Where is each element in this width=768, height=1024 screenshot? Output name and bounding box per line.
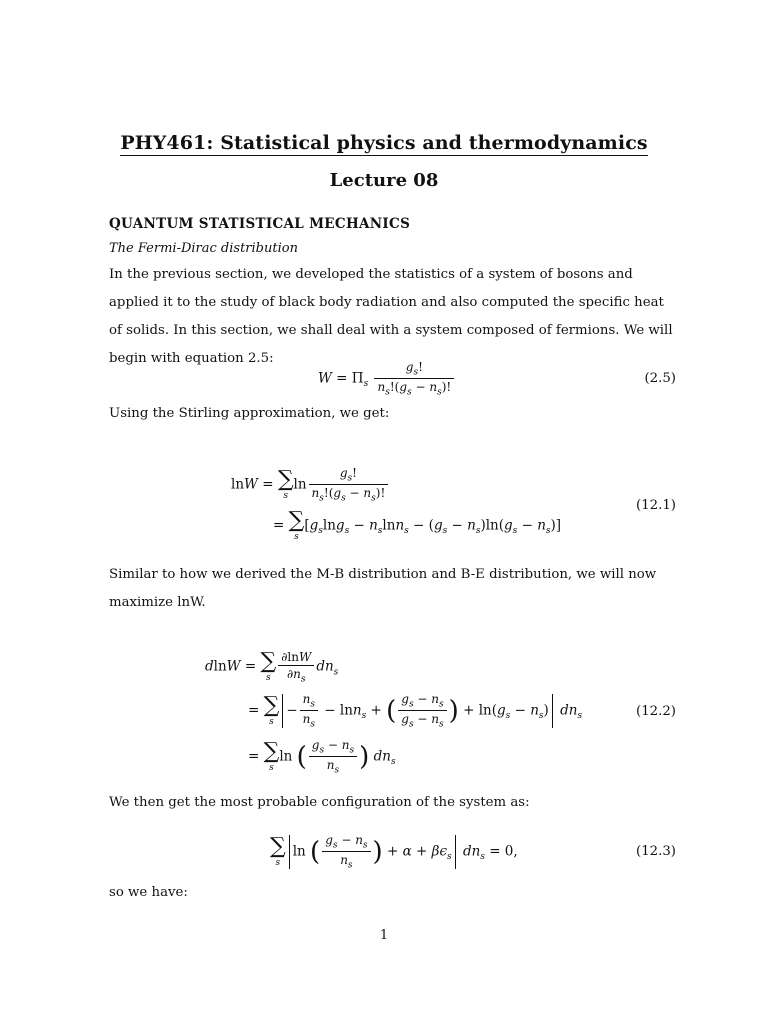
equation-12-2-line-1: dlnW = ∑ s $\frac{\partial\ln W}{\partial n_s}$ $dn_s$ <box>205 649 339 685</box>
config-paragraph: We then get the most probable configuration of the system as: <box>109 795 530 810</box>
equation-12-3: ∑ s ln ( $\frac{g_s - n_s}{n_s}$ ) + $\alpha + \beta\epsilon_s$ $dn_s = 0$, <box>270 833 518 871</box>
stirling-paragraph: Using the Stirling approximation, we get: <box>109 406 390 421</box>
equation-number-12-1: (12.1) <box>636 498 676 513</box>
section-heading: QUANTUM STATISTICAL MECHANICS <box>109 216 411 232</box>
page-number: 1 <box>379 928 389 943</box>
equation-12-1-line-1: lnW = ∑ s ln $\frac{g_s!}{n_s!(g_s - n_s)!}$ <box>231 466 390 504</box>
equation-number-2-5: (2.5) <box>644 371 676 386</box>
equation-12-1-line-2: = ∑ s $[g_s\ln g_s - n_s\ln n_s - (g_s - n_s)\ln(g_s - n_s)]$ <box>273 508 562 542</box>
paper-title: PHY461: Statistical physics and thermodynamics <box>120 132 648 154</box>
equation-number-12-3: (12.3) <box>636 844 676 859</box>
equation-2-5: $W = \Pi_s$ $\frac{g_s!}{n_s!(g_s - n_s)!}$ <box>318 360 456 398</box>
equation-12-2-line-2: = ∑ s − $\frac{n_s}{n_s}$ − lnn$_s$ + ( $\frac{g_s - n_s}{g_s - n_s}$ ) + $\ln(g_s - n_s)$ $dn_s$ <box>248 692 583 730</box>
lecture-number: Lecture 08 <box>329 170 439 191</box>
equation-number-12-2: (12.2) <box>636 704 676 719</box>
maximize-paragraph: Similar to how we derived the M-B distribution and B-E distribution, we will now maximize lnW. <box>109 567 657 610</box>
sowehave-paragraph: so we have: <box>109 885 188 900</box>
intro-paragraph: In the previous section, we developed the statistics of a system of bosons and applied it to the study of black body radiation and also computed the specific heat of solids. In this section, we shall deal with a system composed of fermions. We will begin with equation 2.5: <box>109 267 673 366</box>
equation-12-2-line-3: = ∑ s ln ( $\frac{g_s - n_s}{n_s}$ ) $dn_s$ <box>248 738 396 776</box>
subsection-heading: The Fermi-Dirac distribution <box>109 241 298 256</box>
